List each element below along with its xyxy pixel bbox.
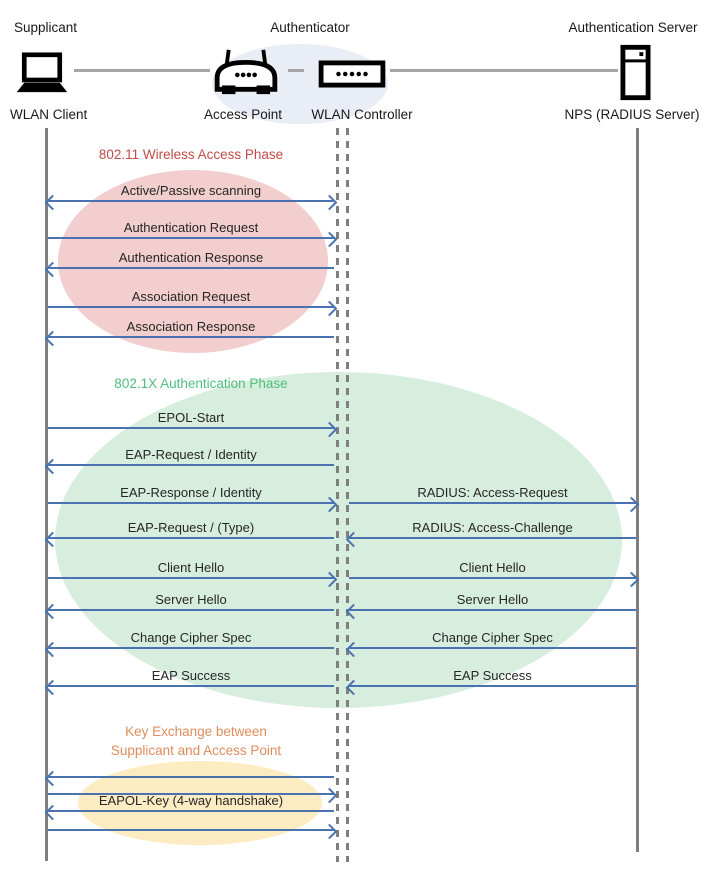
message-label: Change Cipher Spec [432, 630, 553, 645]
message-label: Server Hello [155, 592, 227, 607]
message-line [349, 502, 636, 504]
device-label-wlan-client: WLAN Client [10, 107, 88, 122]
message-line [48, 267, 334, 269]
message-line [48, 609, 334, 611]
server-icon [620, 44, 651, 106]
message-line [48, 237, 334, 239]
message-line [349, 609, 636, 611]
message-label: EPOL-Start [157, 410, 225, 425]
message-line [48, 537, 334, 539]
laptop-icon [14, 52, 70, 99]
arrowhead-right [322, 823, 338, 839]
connector-controller-server [390, 69, 618, 72]
message-label: EAP-Request / Identity [125, 447, 257, 462]
message-line [349, 577, 636, 579]
message-line [48, 685, 334, 687]
message-line [48, 200, 334, 202]
phase-title-802-1x: 802.1X Authentication Phase [114, 376, 288, 391]
message-label: Client Hello [157, 560, 225, 575]
device-label-wlan-controller: WLAN Controller [311, 107, 413, 122]
message-label: Authentication Response [118, 250, 264, 265]
message-label: RADIUS: Access-Request [417, 485, 568, 500]
connector-client-ap [74, 69, 210, 72]
message-label: Association Response [126, 319, 256, 334]
message-line [48, 427, 334, 429]
message-line [349, 685, 636, 687]
message-line [48, 502, 334, 504]
phase-title-802-11: 802.11 Wireless Access Phase [98, 147, 284, 162]
message-label: RADIUS: Access-Challenge [412, 520, 573, 535]
phase-title-key-exchange-line1: Key Exchange between [125, 724, 267, 739]
role-label-supplicant: Supplicant [14, 20, 78, 35]
message-label: Authentication Request [123, 220, 259, 235]
message-line [349, 647, 636, 649]
phase-title-key-exchange [111, 722, 281, 760]
device-label-access-point: Access Point [203, 107, 283, 122]
role-label-authenticator: Authenticator [270, 20, 350, 35]
message-line [349, 537, 636, 539]
message-line [48, 647, 334, 649]
message-line [48, 829, 334, 831]
access-point-icon [212, 47, 280, 102]
message-label: EAP Success [453, 668, 532, 683]
message-line [48, 336, 334, 338]
message-label: Server Hello [456, 592, 529, 607]
message-label: Client Hello [459, 560, 526, 575]
message-line [48, 577, 334, 579]
lifeline-radius-server [636, 128, 639, 852]
message-line [48, 464, 334, 466]
message-line [48, 810, 334, 812]
message-line [48, 306, 334, 308]
phase-title-key-exchange-line2: Supplicant and Access Point [110, 743, 282, 758]
message-label: EAPOL-Key (4-way handshake) [98, 793, 284, 808]
message-label: Change Cipher Spec [130, 630, 252, 645]
wlan-controller-icon [318, 60, 386, 93]
message-label: Association Request [131, 289, 251, 304]
message-label: EAP-Response / Identity [120, 485, 262, 500]
role-label-authentication-server: Authentication Server [568, 20, 698, 35]
message-line [48, 776, 334, 778]
message-label: EAP-Request / (Type) [127, 520, 255, 535]
message-label: Active/Passive scanning [120, 183, 262, 198]
message-label: EAP Success [151, 668, 231, 683]
connector-ap-controller [288, 69, 304, 72]
device-label-radius-server: NPS (RADIUS Server) [564, 107, 700, 122]
